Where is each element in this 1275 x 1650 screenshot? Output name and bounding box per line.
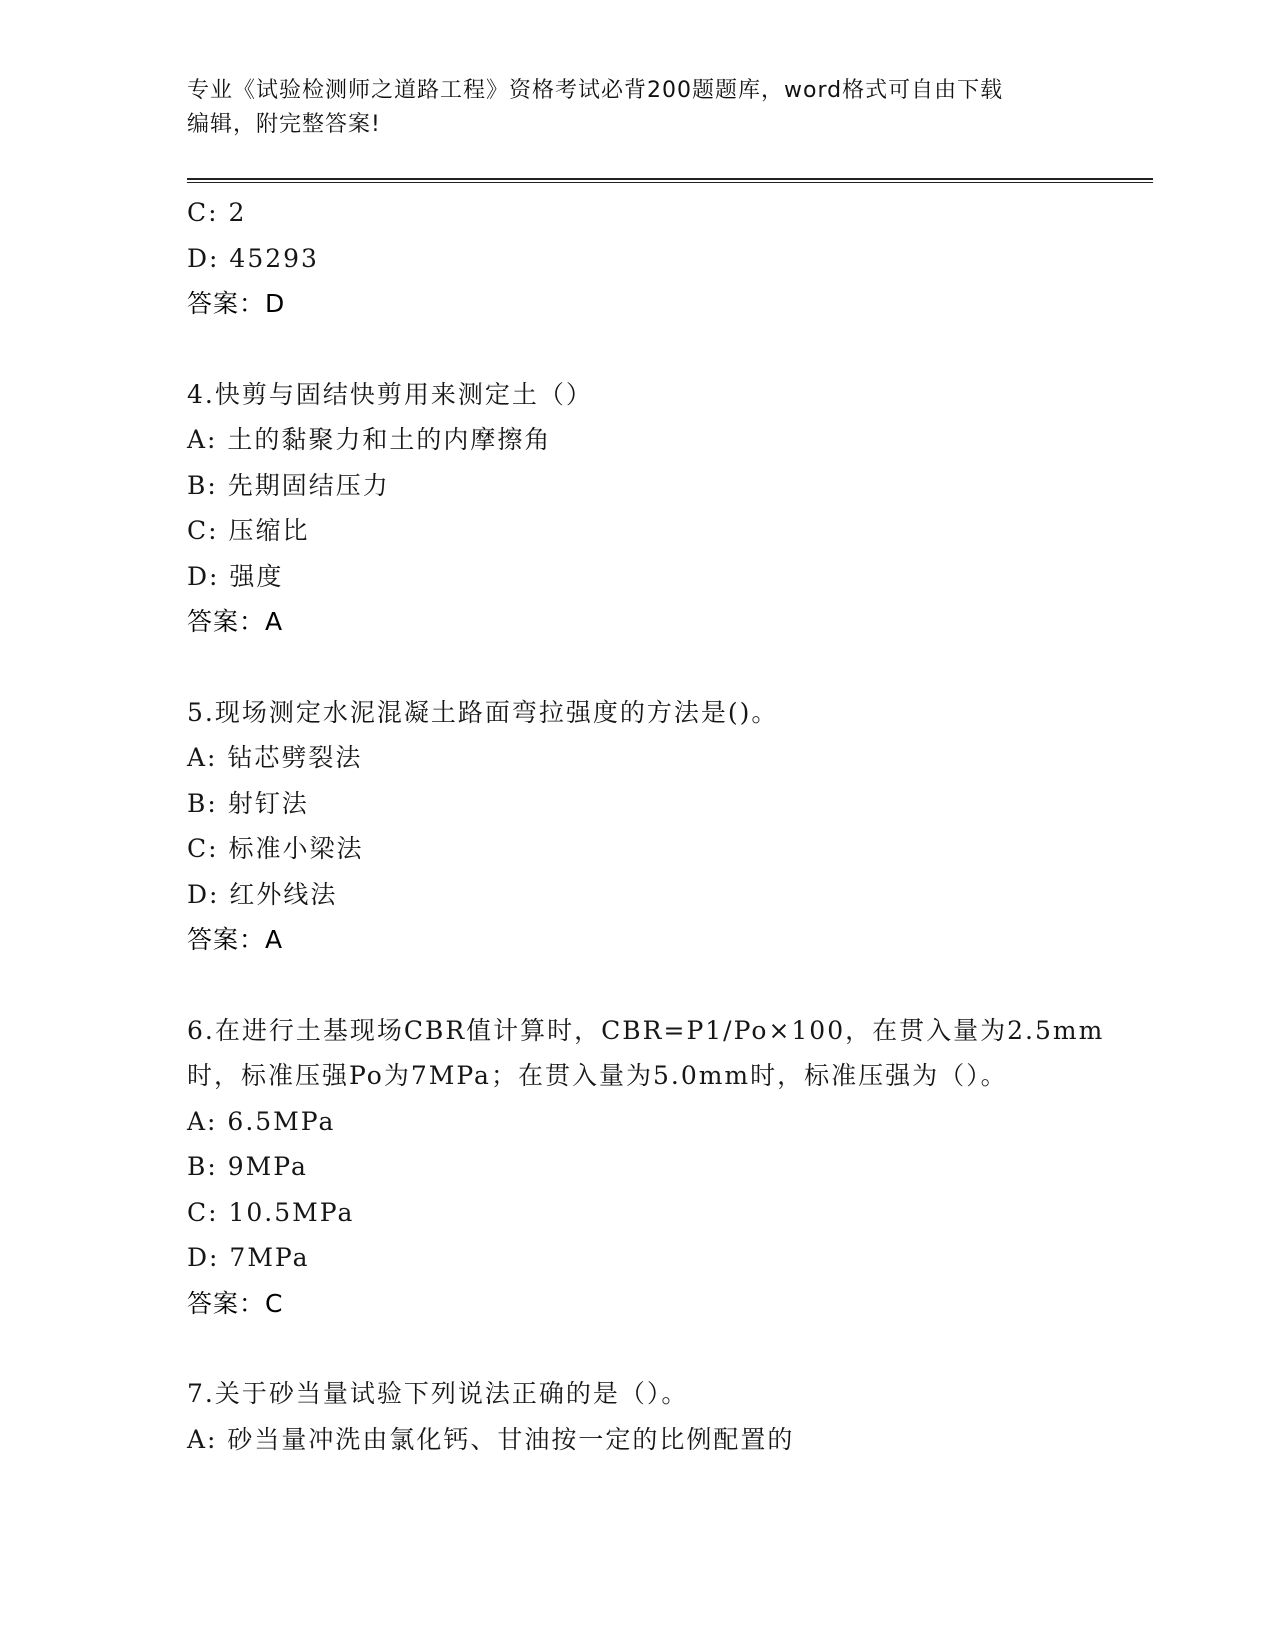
option-d: D: 45293 (187, 243, 319, 273)
option-d: D: 7MPa (187, 1243, 310, 1272)
option-b: B: 先期固结压力 (187, 470, 390, 500)
spacer (187, 327, 1147, 372)
question-6 (187, 1008, 1147, 1327)
answer: 答案：A (187, 925, 284, 954)
spacer (187, 645, 1147, 690)
option-a: A: 砂当量冲洗由氯化钙、甘油按一定的比例配置的 (187, 1424, 795, 1454)
option-c: C: 10.5MPa (187, 1197, 355, 1227)
header-divider (187, 178, 1153, 183)
question-list (187, 190, 1147, 1462)
question-4 (187, 372, 1147, 645)
answer: 答案：A (187, 607, 284, 636)
option-a: A: 钻芯劈裂法 (187, 743, 363, 772)
answer: 答案：D (187, 289, 286, 318)
question-stem: 5.现场测定水泥混凝土路面弯拉强度的方法是()。 (187, 697, 779, 727)
header-line-2: 编辑，附完整答案! (187, 112, 381, 137)
option-d: D: 红外线法 (187, 879, 338, 909)
spacer (187, 963, 1147, 1008)
option-c: C: 标准小梁法 (187, 834, 364, 863)
question-3-partial (187, 190, 1147, 327)
question-5 (187, 690, 1147, 963)
spacer (187, 1326, 1147, 1371)
option-a: A: 土的黏聚力和土的内摩擦角 (187, 425, 552, 454)
question-stem: 7.关于砂当量试验下列说法正确的是（）。 (187, 1379, 689, 1408)
question-7 (187, 1371, 1147, 1462)
answer: 答案：C (187, 1288, 284, 1318)
option-c: C: 压缩比 (187, 516, 310, 545)
question-stem: 4.快剪与固结快剪用来测定土（） (187, 379, 593, 409)
option-b: B: 9MPa (187, 1152, 308, 1181)
page-header (187, 74, 1087, 142)
header-line-1: 专业《试验检测师之道路工程》资格考试必背200题题库，word格式可自由下载 (187, 78, 1004, 103)
option-d: D: 强度 (187, 561, 284, 591)
question-stem-line-1: 6.在进行土基现场CBR值计算时，CBR=P1/Po×100，在贯入量为2.5mm (187, 1015, 1105, 1045)
question-stem-line-2: 时，标准压强Po为7MPa；在贯入量为5.0mm时，标准压强为（）。 (187, 1061, 1008, 1090)
option-c: C: 2 (187, 198, 247, 227)
option-b: B: 射钉法 (187, 788, 309, 818)
option-a: A: 6.5MPa (187, 1106, 336, 1136)
